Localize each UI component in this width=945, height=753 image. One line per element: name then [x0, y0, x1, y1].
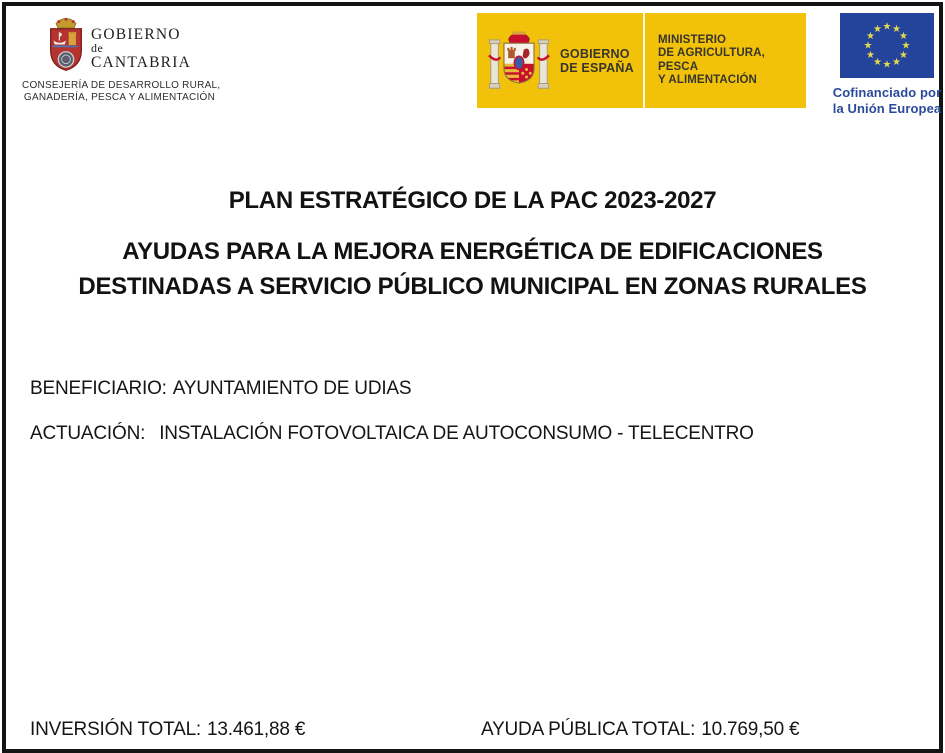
total-public-aid-row — [481, 719, 799, 741]
beneficiary-value: AYUNTAMIENTO DE UDIAS — [172, 378, 412, 399]
svg-text:★: ★ — [873, 57, 882, 68]
total-public-aid-value: 10.769,50 € — [701, 719, 800, 740]
cantabria-coat-of-arms-icon — [48, 13, 84, 77]
cantabria-name-line3: CANTABRIA — [91, 54, 191, 71]
cantabria-department — [22, 80, 221, 103]
eu-flag-icon — [840, 13, 934, 78]
total-investment-label: INVERSIÓN TOTAL: — [30, 719, 202, 740]
action-row — [30, 423, 754, 445]
spain-coat-of-arms-icon — [488, 24, 550, 98]
eu-caption-line1: Cofinanciado por — [832, 85, 942, 100]
cantabria-department-line1: CONSEJERÍA DE DESARROLLO RURAL, — [22, 80, 221, 91]
cantabria-name-line2: de — [91, 41, 104, 55]
spain-gov-line1: GOBIERNO — [560, 46, 630, 61]
spain-government-logo — [477, 13, 806, 108]
page-title: PLAN ESTRATÉGICO DE LA PAC 2023-2027 — [228, 187, 717, 214]
beneficiary-row — [30, 378, 411, 400]
eu-cofinancing-logo — [828, 13, 945, 116]
subtitle-line2: DESTINADAS A SERVICIO PÚBLICO MUNICIPAL EN ZONAS RURALES — [78, 273, 867, 300]
spain-government-block — [477, 13, 643, 108]
ministry-line3: Y ALIMENTACIÓN — [658, 74, 757, 86]
ministry-line1: MINISTERIO — [658, 33, 727, 46]
svg-text:★: ★ — [901, 40, 911, 52]
action-value: INSTALACIÓN FOTOVOLTAICA DE AUTOCONSUMO - TELECENTRO — [159, 423, 754, 444]
svg-text:★: ★ — [882, 59, 892, 71]
svg-text:★: ★ — [863, 40, 873, 52]
action-label: ACTUACIÓN: — [30, 423, 146, 444]
total-public-aid-label: AYUDA PÚBLICA TOTAL: — [481, 719, 696, 740]
total-investment-value: 13.461,88 € — [207, 719, 306, 740]
total-investment-row — [30, 719, 305, 741]
spain-gov-line2: DE ESPAÑA — [560, 60, 634, 75]
cantabria-wordmark — [91, 11, 191, 70]
subtitle-line1: AYUDAS PARA LA MEJORA ENERGÉTICA DE EDIFICACIONES — [122, 238, 823, 265]
spain-government-wordmark — [560, 47, 634, 75]
svg-text:★: ★ — [899, 31, 908, 42]
ministry-line2: DE AGRICULTURA, PESCA — [658, 47, 765, 73]
ministry-name — [645, 13, 806, 108]
cantabria-logo — [22, 11, 221, 103]
cantabria-name-line1: GOBIERNO — [91, 26, 181, 43]
eu-caption-line2: la Unión Europea — [832, 100, 942, 116]
svg-text:★: ★ — [882, 21, 892, 33]
svg-text:★: ★ — [899, 50, 908, 61]
svg-text:★: ★ — [873, 24, 882, 35]
eu-caption — [828, 85, 945, 116]
svg-text:★: ★ — [866, 50, 875, 61]
page-subtitle — [0, 234, 945, 304]
cantabria-department-line2: GANADERÍA, PESCA Y ALIMENTACIÓN — [23, 91, 216, 103]
svg-text:★: ★ — [892, 57, 901, 68]
svg-text:★: ★ — [892, 24, 901, 35]
beneficiary-label: BENEFICIARIO: — [30, 378, 167, 399]
svg-text:★: ★ — [866, 31, 875, 42]
